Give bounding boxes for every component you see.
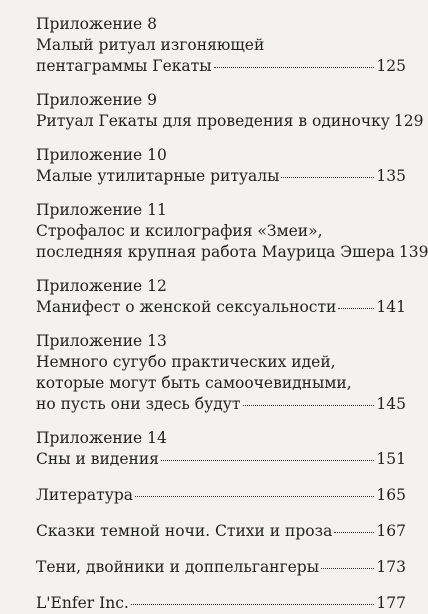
toc-entry-title-line: [36, 200, 406, 221]
toc-entry-title-line: [36, 90, 406, 111]
toc-page-number: 125: [376, 57, 406, 75]
toc-entry-title-line: [36, 352, 406, 373]
toc-entry-title: Малый ритуал изгоняющей: [36, 36, 265, 54]
toc-entry-title: Малые утилитарные ритуалы: [36, 167, 280, 185]
toc-entry-title-line: [36, 485, 406, 506]
toc-page-number: 139: [398, 243, 428, 261]
toc-entry-heading: Приложение 14: [36, 429, 167, 447]
toc-entry-title: Ритуал Гекаты для проведения в одиночку: [36, 112, 390, 130]
toc-entry-title: Немного сугубо практических идей,: [36, 353, 336, 371]
toc-entry-bibliography: [36, 485, 406, 506]
toc-entry-title-line: [36, 521, 406, 542]
toc-entry-title-line: [36, 166, 406, 187]
toc-entry-title: пентаграммы Гекаты: [36, 57, 212, 75]
toc-entry-title-line: [36, 56, 406, 77]
toc-page-number: 165: [376, 486, 406, 504]
toc-page-number: 141: [376, 298, 406, 316]
leader-dots: [281, 177, 374, 178]
toc-entry-title: Строфалос и ксилография «Змеи»,: [36, 222, 323, 240]
toc-entry-title: которые могут быть самоочевидными,: [36, 374, 352, 392]
leader-dots: [321, 568, 374, 569]
leader-dots: [338, 308, 374, 309]
toc-entry-heading: Приложение 13: [36, 332, 167, 350]
toc-entry-appendix-10: [36, 145, 406, 187]
toc-entry-shadows: [36, 557, 406, 578]
toc-entry-heading: Приложение 9: [36, 91, 158, 109]
toc-entry-title-line: [36, 449, 406, 470]
leader-dots: [214, 67, 375, 68]
leader-dots: [131, 604, 375, 605]
toc-entry-title-line: [36, 331, 406, 352]
toc-entry-title: Литература: [36, 486, 134, 504]
toc-entry-appendix-13: [36, 331, 406, 415]
toc-entry-title: Тени, двойники и доппельгангеры: [36, 558, 320, 576]
toc-page-number: 167: [376, 522, 406, 540]
toc-entry-title-line: [36, 394, 406, 415]
toc-entry-title-line: [36, 14, 406, 35]
toc-entry-title-line: [36, 242, 428, 263]
toc-entry-appendix-8: [36, 14, 406, 77]
toc-entry-title-line: [36, 276, 406, 297]
leader-dots: [161, 460, 374, 461]
toc-entry-appendix-12: [36, 276, 406, 318]
toc-page-number: 151: [376, 450, 406, 468]
toc-entry-heading: Приложение 10: [36, 146, 167, 164]
toc-entry-appendix-14: [36, 428, 406, 470]
toc-entry-lenfer-inc: [36, 593, 406, 614]
leader-dots: [135, 496, 374, 497]
toc-page-number: 129: [393, 112, 424, 130]
toc-entry-title-line: [36, 373, 406, 394]
toc-entry-appendix-9: [36, 90, 424, 132]
toc-entry-title-line: [36, 145, 406, 166]
toc-entry-appendix-11: [36, 200, 428, 263]
toc-entry-title: последняя крупная работа Маурица Эшера: [36, 243, 395, 261]
toc-page-number: 145: [376, 395, 406, 413]
toc-entry-tales: [36, 521, 406, 542]
toc-entry-heading: Приложение 8: [36, 15, 158, 33]
leader-dots: [243, 405, 375, 406]
toc-page-number: 135: [376, 167, 406, 185]
toc-entry-title-line: [36, 111, 424, 132]
toc-entry-heading: Приложение 12: [36, 277, 167, 295]
toc-entry-title-line: [36, 35, 406, 56]
toc-entry-title: но пусть они здесь будут: [36, 395, 241, 413]
toc-entry-title: Сказки темной ночи. Стихи и проза: [36, 522, 333, 540]
toc-entry-title: Манифест о женской сексуальности: [36, 298, 337, 316]
toc-page-number: 177: [376, 594, 406, 612]
toc-page-number: 173: [376, 558, 406, 576]
toc-entry-title-line: [36, 557, 406, 578]
toc-entry-title-line: [36, 593, 406, 614]
toc-entry-title: Сны и видения: [36, 450, 159, 468]
toc-entry-title-line: [36, 428, 406, 449]
toc-entry-title-line: [36, 221, 406, 242]
toc-entry-title-line: [36, 297, 406, 318]
leader-dots: [334, 532, 374, 533]
table-of-contents: [36, 14, 428, 612]
toc-entry-title: L'Enfer Inc.: [36, 594, 129, 612]
toc-entry-heading: Приложение 11: [36, 201, 167, 219]
